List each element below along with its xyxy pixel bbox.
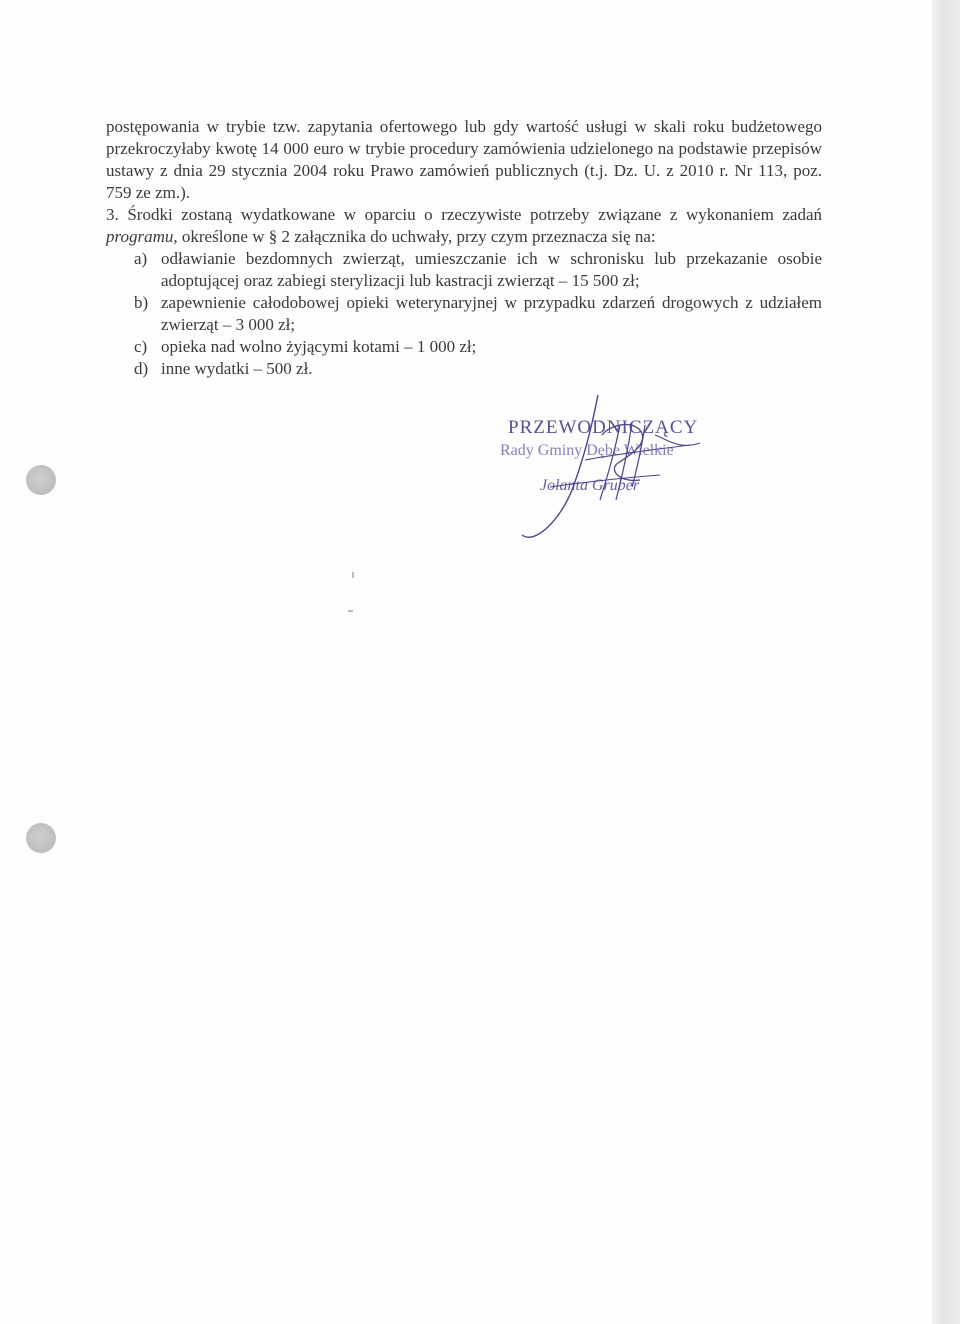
list-item — [106, 336, 822, 358]
list-item-marker: a) — [134, 249, 148, 268]
list-item-text: zapewnienie całodobowej opieki weterynaryjnej w przypadku zdarzeń drogowych z udziałem zwierząt – 3 000 zł; — [161, 293, 822, 334]
section-3-paragraph — [106, 204, 822, 248]
section-3-number: 3. — [106, 205, 119, 224]
document-body — [106, 116, 822, 380]
allocation-list — [106, 248, 822, 380]
handwritten-signature — [490, 395, 720, 545]
list-item-marker: b) — [134, 293, 149, 312]
page-edge-shadow — [932, 0, 960, 1324]
official-stamp — [490, 395, 720, 545]
list-item — [106, 248, 822, 292]
punch-hole-bottom — [26, 823, 56, 853]
list-item — [106, 292, 822, 336]
list-item-marker: d) — [134, 359, 149, 378]
intro-paragraph: postępowania w trybie tzw. zapytania ofertowego lub gdy wartość usługi w skali roku budżetowego przekroczyłaby kwotę 14 000 euro w trybie procedury zamówienia udzielonego na podstawie przepisów ustawy z dnia 29 stycznia 2004 roku Prawo zamówień publicznych (t.j. Dz. U. z 2010 r. Nr 113, poz. 759 ze zm.). — [106, 117, 822, 202]
list-item-text: opieka nad wolno żyjącymi kotami – 1 000 zł; — [161, 337, 477, 356]
stamp-organization: Rady Gminy Dębe Wielkie — [500, 442, 674, 459]
punch-hole-top — [26, 465, 56, 495]
scan-speck — [348, 610, 353, 612]
stamp-name: Jolanta Gruber — [540, 477, 640, 494]
list-item — [106, 358, 822, 380]
list-item-text: odławianie bezdomnych zwierząt, umieszczanie ich w schronisku lub przekazanie osobie adoptującej oraz zabiegi sterylizacji lub kastracji zwierząt – 15 500 zł; — [161, 249, 822, 290]
scan-speck — [352, 572, 354, 578]
list-item-marker: c) — [134, 337, 148, 356]
section-3-text-end: , określone w § 2 załącznika do uchwały, przy czym przeznacza się na: — [173, 227, 656, 246]
list-item-text: inne wydatki – 500 zł. — [161, 359, 313, 378]
stamp-title: PRZEWODNICZĄCY — [508, 417, 699, 438]
section-3-text: Środki zostaną wydatkowane w oparciu o rzeczywiste potrzeby związane z wykonaniem zadań — [127, 205, 823, 224]
section-3-italic-word: programu — [106, 227, 174, 246]
